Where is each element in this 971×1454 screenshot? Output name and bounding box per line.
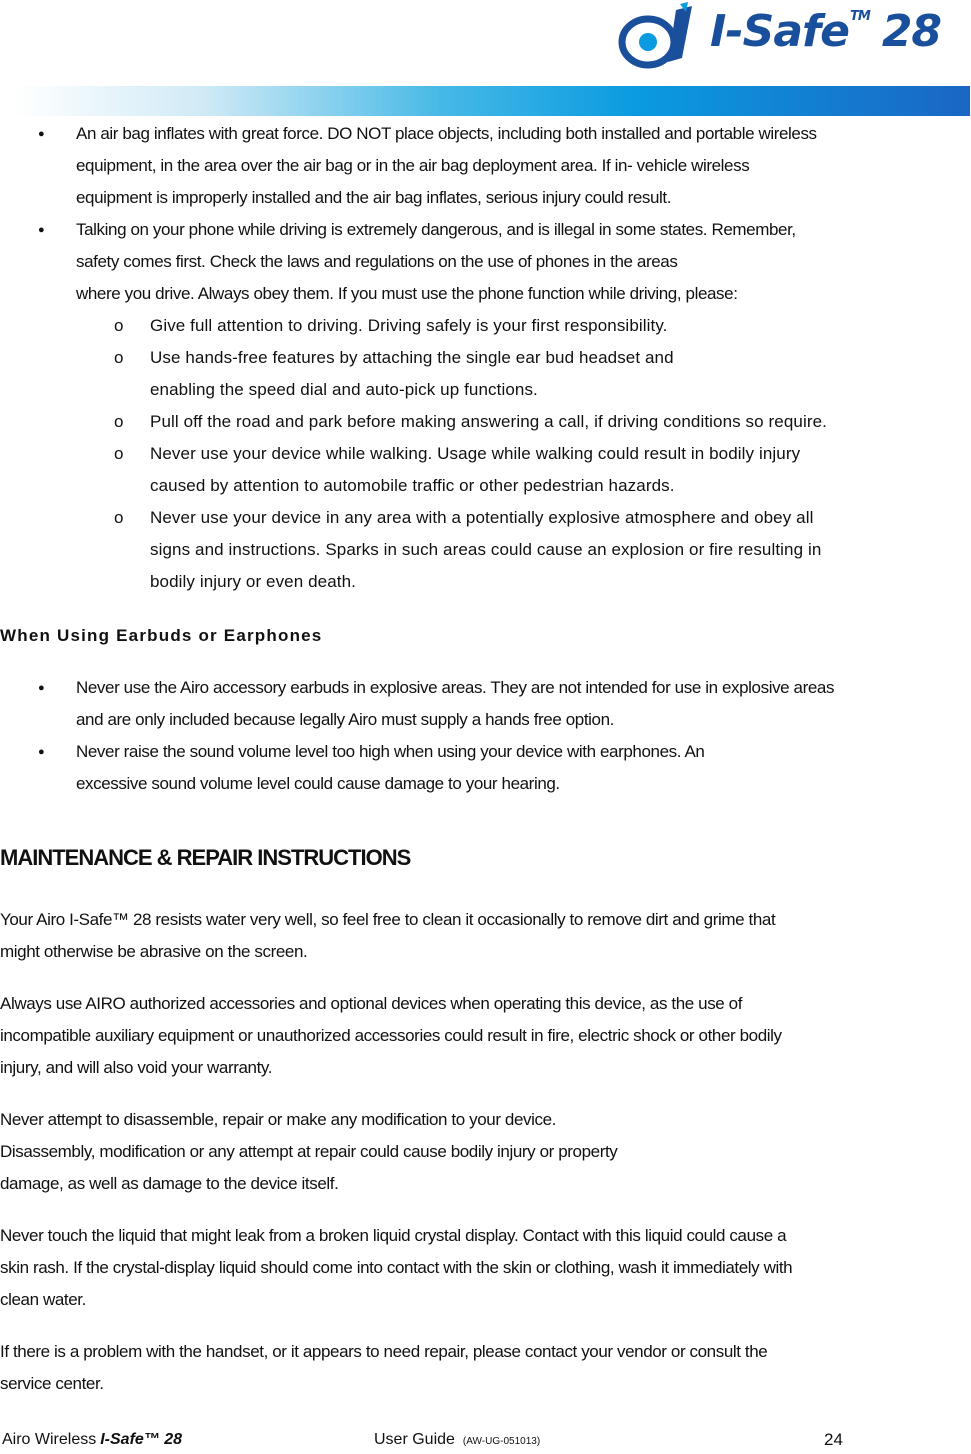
sub-bullet-line: o Give full attention to driving. Driving safely is your first responsibility. [0, 310, 971, 342]
bullet-line: where you drive. Always obey them. If you must use the phone function while driving, please: [76, 284, 738, 303]
sub-bullet-line: o Pull off the road and park before making answering a call, if driving conditions so require. [0, 406, 971, 438]
paragraph [0, 1336, 971, 1400]
paragraph-line: might otherwise be abrasive on the screen. [0, 942, 308, 961]
paragraph [0, 904, 971, 968]
bullet-line: excessive sound volume level could cause damage to your hearing. [76, 774, 560, 793]
bullet-line: ● Talking on your phone while driving is extremely dangerous, and is illegal in some states. Remember, [0, 214, 971, 246]
sub-bullet-line: signs and instructions. Sparks in such areas could cause an explosion or fire resulting in [150, 540, 822, 559]
paragraph-line: damage, as well as damage to the device itself. [0, 1174, 339, 1193]
sub-bullet-icon: o [114, 316, 124, 335]
sub-bullet-line: o Never use your device in any area with a potentially explosive atmosphere and obey all [0, 502, 971, 534]
earbuds-heading: When Using Earbuds or Earphones [0, 626, 323, 645]
sub-bullet-icon: o [114, 508, 124, 527]
paragraph-line: If there is a problem with the handset, or it appears to need repair, please contact your vendor or consult the [0, 1342, 768, 1361]
paragraph-line: Never attempt to disassemble, repair or make any modification to your device. [0, 1110, 556, 1129]
paragraph-line: clean water. [0, 1290, 86, 1309]
paragraph [0, 1220, 971, 1316]
footer-brand: Airo Wireless I-Safe™ 28 [2, 1431, 183, 1448]
sub-bullet-line: o Use hands-free features by attaching the single ear bud headset and [0, 342, 971, 374]
sub-bullet-line: enabling the speed dial and auto-pick up functions. [150, 380, 538, 399]
bullet-line: ● Never use the Airo accessory earbuds in explosive areas. They are not intended for use in explosive areas [0, 672, 971, 704]
bullet-item [0, 214, 971, 310]
i-safe-logo [618, 2, 963, 70]
sub-bullet-icon: o [114, 412, 124, 431]
sub-bullet-line: o Never use your device while walking. Usage while walking could result in bodily injury [0, 438, 971, 470]
paragraph-line: Your Airo I-Safe™ 28 resists water very well, so feel free to clean it occasionally to remove dirt and grime that [0, 910, 776, 929]
sub-bullet-line: caused by attention to automobile traffic or other pedestrian hazards. [150, 476, 675, 495]
bullet-icon: ● [38, 746, 45, 758]
paragraph-line: Disassembly, modification or any attempt at repair could cause bodily injury or property [0, 1142, 618, 1161]
paragraph-line: injury, and will also void your warranty. [0, 1058, 273, 1077]
paragraph-line: Never touch the liquid that might leak from a broken liquid crystal display. Contact with this liquid could cause a [0, 1226, 787, 1245]
page-footer [0, 1428, 971, 1452]
bullet-line: ● Never raise the sound volume level too high when using your device with earphones. An [0, 736, 971, 768]
maintenance-heading: MAINTENANCE & REPAIR INSTRUCTIONS [0, 845, 411, 870]
page-content [0, 118, 971, 1420]
bullet-item [0, 672, 971, 736]
bullet-item [0, 736, 971, 800]
sub-bullet-icon: o [114, 348, 124, 367]
header-gradient-bar [14, 86, 970, 116]
bullet-icon: ● [38, 224, 45, 236]
paragraph-line: incompatible auxiliary equipment or unauthorized accessories could result in fire, electric shock or other bodily [0, 1026, 782, 1045]
bullet-line: equipment is improperly installed and the air bag inflates, serious injury could result. [76, 188, 672, 207]
sub-bullet-icon: o [114, 444, 124, 463]
bullet-icon: ● [38, 128, 45, 140]
paragraph-line: service center. [0, 1374, 104, 1393]
paragraph-line: skin rash. If the crystal-display liquid should come into contact with the skin or clothing, wash it immediately with [0, 1258, 793, 1277]
page-number: 24 [824, 1430, 843, 1449]
logo-mark-icon [618, 2, 708, 70]
bullet-line: safety comes first. Check the laws and regulations on the use of phones in the areas [76, 252, 678, 271]
bullet-item [0, 118, 971, 214]
sub-bullet-line: bodily injury or even death. [150, 572, 356, 591]
logo-wordmark: I-Safe™ 28 [710, 6, 942, 57]
bullet-line: ● An air bag inflates with great force. DO NOT place objects, including both installed and portable wireless [0, 118, 971, 150]
bullet-line: and are only included because legally Airo must supply a hands free option. [76, 710, 614, 729]
bullet-line: equipment, in the area over the air bag or in the air bag deployment area. If in- vehicle wireless [76, 156, 750, 175]
paragraph [0, 988, 971, 1084]
paragraph [0, 1104, 971, 1200]
footer-guide: User Guide (AW-UG-051013) [374, 1431, 541, 1448]
bullet-icon: ● [38, 682, 45, 694]
paragraph-line: Always use AIRO authorized accessories and optional devices when operating this device, as the use of [0, 994, 743, 1013]
